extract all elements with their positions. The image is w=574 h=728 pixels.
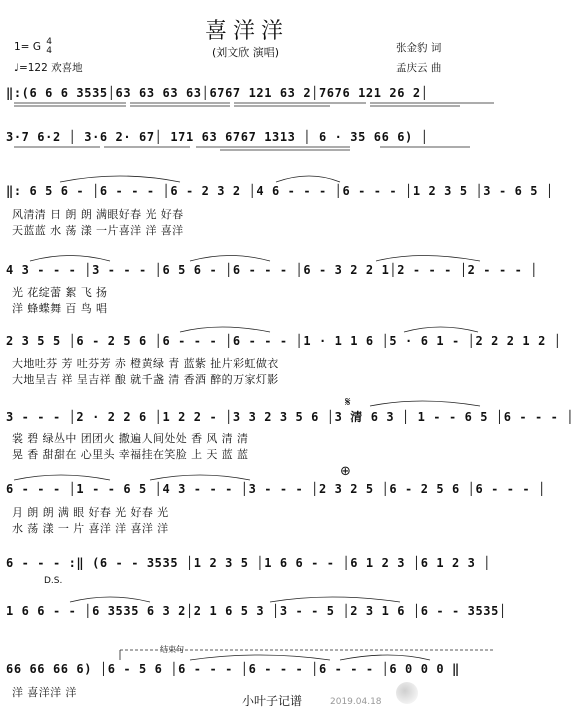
score-row-1-notes: ‖:(6 6 6 3535│63 63 63 63│6767 121 63 2│7676 121 26 2│ xyxy=(6,86,429,100)
ds-marking: D.S. xyxy=(44,576,63,586)
score-row-3-lyrics-2: 天蓝蓝 水 荡 漾 一片喜洋 洋 喜洋 xyxy=(12,224,184,237)
footer-site-name: 小叶子记谱 xyxy=(242,694,303,708)
score-row-4-lyrics-1: 光 花绽蕾 絮 飞 扬 xyxy=(12,286,108,299)
coda-symbol: ⊕ xyxy=(340,464,351,479)
key-signature xyxy=(14,38,52,56)
score-row-7-lyrics-2: 水 荡 漾 一 片 喜洋 洋 喜洋 洋 xyxy=(12,522,169,535)
score-row-6-lyrics-2: 晃 香 甜甜在 心里头 幸福挂在笑脸 上 天 蓝 蓝 xyxy=(12,448,249,461)
score-row-3-notes: ‖: 6 5 6 - │6 - - - │6 - 2 3 2 │4 6 - - - │6 - - - │1 2 3 5 │3 - 6 5 │ xyxy=(6,184,554,198)
leaf-logo-icon xyxy=(396,682,418,704)
footer-date-stamp: 2019.04.18 xyxy=(330,697,382,707)
score-row-5-notes: 2 3 5 5 │6 - 2 5 6 │6 - - - │6 - - - │1 · 1 1 6 │5 · 6 1 - │2 2 2 1 2 │ xyxy=(6,334,562,348)
score-row-3-lyrics-1: 风清清 日 朗 朗 满眼好春 光 好春 xyxy=(12,208,184,221)
score-row-6-lyrics-1: 裳 碧 绿丛中 团团火 撒遍人间处处 香 风 清 清 xyxy=(12,432,249,445)
score-row-10-lyrics: 洋 喜洋洋 洋 xyxy=(12,686,77,699)
ending-marking: 结束句 xyxy=(160,645,184,654)
score-row-7-notes: 6 - - - │1 - - 6 5 │4 3 - - - │3 - - - │2 3 2 5 │6 - 2 5 6 │6 - - - │ xyxy=(6,482,546,496)
time-signature xyxy=(46,38,52,56)
segno-symbol: 𝄋 xyxy=(345,395,351,410)
score-row-2-notes: 3·7 6·2 │ 3·6 2· 67│ 171 63 6767 1313 │ 6 · 35 66 6) │ xyxy=(6,130,429,144)
time-top: 4 xyxy=(46,37,53,47)
composer-credit: 孟庆云 曲 xyxy=(396,62,442,74)
score-row-7-lyrics-1: 月 朗 朗 满 眼 好春 光 好春 光 xyxy=(12,506,169,519)
score-row-4-notes: 4 3 - - - │3 - - - │6 5 6 - │6 - - - │6 - 3 2 2 1│2 - - - │2 - - - │ xyxy=(6,263,539,277)
song-subtitle: (刘文欣 演唱) xyxy=(212,46,280,59)
score-row-5-lyrics-2: 大地呈吉 祥 呈吉祥 酿 就千盏 清 香酒 醉的万家灯影 xyxy=(12,373,279,386)
time-bottom: 4 xyxy=(46,46,53,56)
score-row-9-notes: 1 6 6 - - │6 3535 6 3 2│2 1 6 5 3 │3 - - 5 │2 3 1 6 │6 - - 3535│ xyxy=(6,604,507,618)
key-label: 1= G xyxy=(14,41,41,53)
score-row-4-lyrics-2: 洋 蜂蝶舞 百 鸟 唱 xyxy=(12,302,108,315)
score-row-6-notes: 3 - - - │2 · 2 2 6 │1 2 2 - │3 3 2 3 5 6 │3 清 6 3 │ 1 - - 6 5 │6 - - - │ xyxy=(6,410,574,424)
song-title: 喜洋洋 xyxy=(205,19,290,44)
tempo-marking: ♩=122 欢喜地 xyxy=(14,62,83,74)
score-row-8-notes: 6 - - - :‖ (6 - - 3535 │1 2 3 5 │1 6 6 - - │6 1 2 3 │6 1 2 3 │ xyxy=(6,556,492,570)
score-row-10-notes: 66 66 66 6) │6 - 5 6 │6 - - - │6 - - - │6 - - - │6 0 0 0 ‖ xyxy=(6,662,460,676)
lyricist-credit: 张金豹 词 xyxy=(396,42,442,54)
score-row-5-lyrics-1: 大地吐芬 芳 吐芬芳 赤 橙黄绿 青 蓝紫 扯片彩虹做衣 xyxy=(12,357,279,370)
